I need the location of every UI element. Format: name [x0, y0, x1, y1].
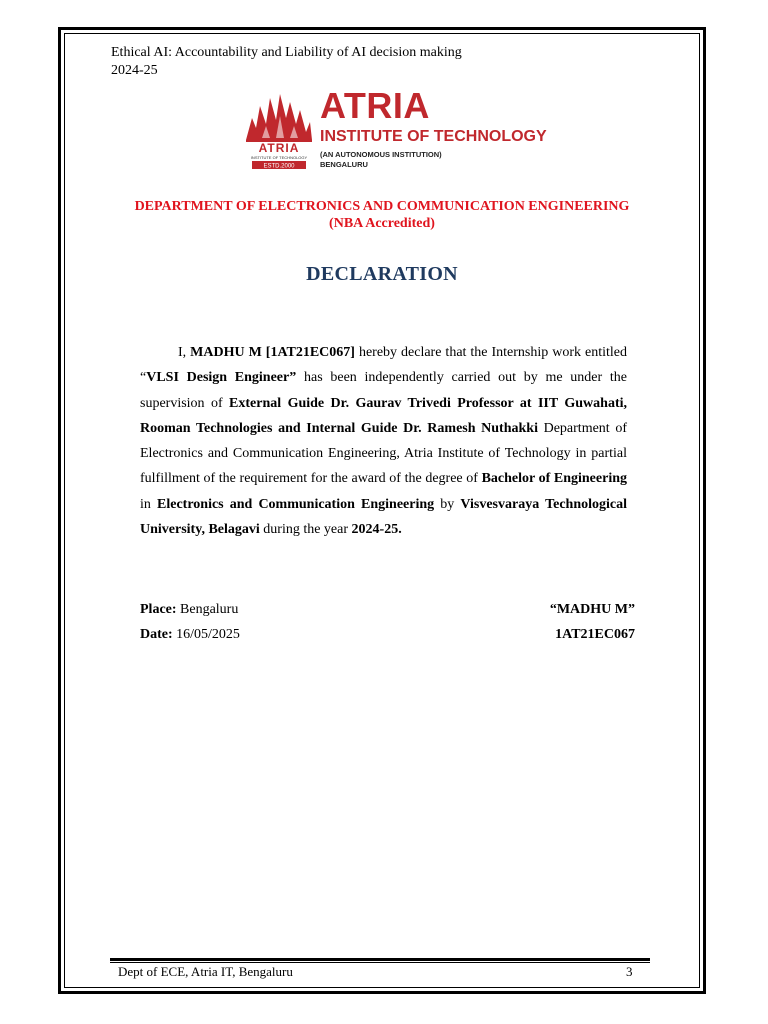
- declaration-line: I, MADHU M [1AT21EC067] hereby declare that the Internship work entitled: [178, 345, 627, 360]
- svg-text:INSTITUTE OF TECHNOLOGY: INSTITUTE OF TECHNOLOGY: [250, 155, 308, 160]
- place-label: Place:: [140, 602, 177, 617]
- declaration-line: University, Belagavi during the year 2024-25.: [140, 522, 402, 538]
- header-title: Ethical AI: Accountability and Liability of AI decision making: [111, 45, 462, 60]
- footer-rule-thin: [110, 962, 650, 963]
- atria-logo: [242, 85, 552, 178]
- declaration-line: Rooman Technologies and Internal Guide Dr. Ramesh Nuthakki Department of: [140, 420, 627, 436]
- date-row: [140, 626, 240, 643]
- declaration-paragraph: [140, 340, 627, 542]
- page-number: 3: [626, 964, 633, 979]
- logo-city: BENGALURU: [320, 160, 368, 169]
- footer-text: Dept of ECE, Atria IT, Bengaluru: [118, 964, 293, 979]
- logo-wordmark: ATRIA: [320, 85, 430, 126]
- signatory-usn: 1AT21EC067: [555, 627, 635, 642]
- signatory-name: “MADHU M”: [549, 602, 635, 617]
- declaration-line: “VLSI Design Engineer” has been independently carried out by me under the: [140, 370, 627, 386]
- page-title: DECLARATION: [306, 263, 458, 285]
- date-value: 16/05/2025: [172, 627, 240, 642]
- declaration-line: Electronics and Communication Engineering, Atria Institute of Technology in partial: [140, 446, 627, 462]
- declaration-line: fulfillment of the requirement for the award of the degree of Bachelor of Engineering: [140, 471, 628, 487]
- logo-autonomous: (AN AUTONOMOUS INSTITUTION): [320, 150, 442, 159]
- svg-text:ATRIA: ATRIA: [258, 141, 300, 155]
- footer-rule: [110, 958, 650, 961]
- date-label: Date:: [140, 627, 173, 642]
- department-name: DEPARTMENT OF ELECTRONICS AND COMMUNICATION ENGINEERING: [134, 199, 630, 214]
- place-row: [140, 601, 238, 618]
- header-year: 2024-25: [111, 63, 158, 78]
- declaration-line: in Electronics and Communication Engineering by Visvesvaraya Technological: [140, 496, 627, 512]
- logo-subtitle: INSTITUTE OF TECHNOLOGY: [320, 128, 547, 145]
- atria-emblem-icon: [242, 88, 314, 170]
- department-accreditation: (NBA Accredited): [329, 216, 435, 231]
- place-value: Bengaluru: [176, 602, 239, 617]
- svg-text:ESTD.2000: ESTD.2000: [263, 163, 295, 170]
- declaration-line: supervision of External Guide Dr. Gaurav Trivedi Professor at IIT Guwahati,: [140, 395, 627, 411]
